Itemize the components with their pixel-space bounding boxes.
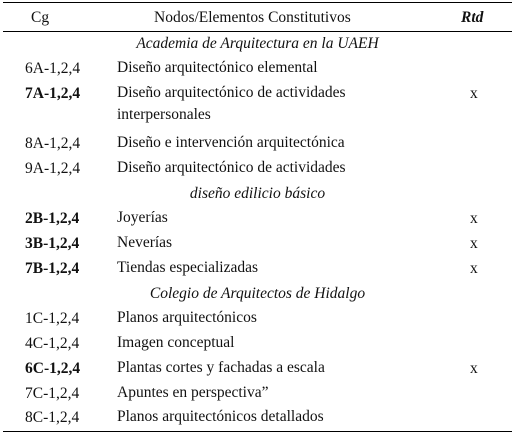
row-code: 7C-1,2,4 — [25, 385, 80, 402]
row-rtd-mark: x — [470, 210, 478, 227]
row-description: Plantas cortes y fachadas a escala — [117, 359, 325, 376]
row-description: Imagen conceptual — [117, 334, 235, 351]
top-rule — [3, 2, 512, 3]
row-code: 7B-1,2,4 — [25, 260, 80, 277]
row-rtd-mark: x — [470, 85, 478, 102]
row-rtd-mark: x — [470, 260, 478, 277]
row-code: 2B-1,2,4 — [25, 210, 80, 227]
row-description: Planos arquitectónicos — [117, 309, 257, 326]
row-description: Diseño arquitectónico elemental — [117, 59, 318, 76]
row-code: 8C-1,2,4 — [25, 409, 80, 426]
column-header-cg: Cg — [31, 9, 50, 26]
section-heading-academia: Academia de Arquitectura en la UAEH — [136, 35, 379, 52]
row-description: Neverías — [117, 234, 173, 251]
row-code: 4C-1,2,4 — [25, 335, 80, 352]
row-description: Tiendas especializadas — [117, 259, 259, 276]
row-code: 3B-1,2,4 — [25, 235, 80, 252]
section-heading-colegio: Colegio de Arquitectos de Hidalgo — [149, 285, 366, 302]
bottom-rule — [3, 431, 512, 432]
row-description: Diseño arquitectónico de actividades — [117, 159, 346, 176]
row-code: 8A-1,2,4 — [25, 135, 81, 152]
row-description: Diseño e intervención arquitectónica — [117, 134, 345, 151]
column-header-nodes: Nodos/Elementos Constitutivos — [154, 9, 351, 26]
column-header-rtd: Rtd — [461, 9, 484, 26]
row-description-continued: interpersonales — [117, 106, 211, 123]
row-rtd-mark: x — [470, 235, 478, 252]
header-rule — [3, 31, 512, 32]
row-description: Apuntes en perspectiva” — [117, 384, 269, 401]
row-code: 9A-1,2,4 — [25, 160, 81, 177]
row-description: Diseño arquitectónico de actividades — [117, 84, 346, 101]
row-description: Planos arquitectónicos detallados — [117, 408, 324, 425]
row-code: 6C-1,2,4 — [25, 360, 81, 377]
row-rtd-mark: x — [470, 360, 478, 377]
row-code: 1C-1,2,4 — [25, 310, 80, 327]
row-code: 6A-1,2,4 — [25, 60, 81, 77]
section-heading-diseno: diseño edilicio básico — [189, 185, 326, 202]
row-code: 7A-1,2,4 — [25, 85, 81, 102]
row-description: Joyerías — [117, 209, 168, 226]
